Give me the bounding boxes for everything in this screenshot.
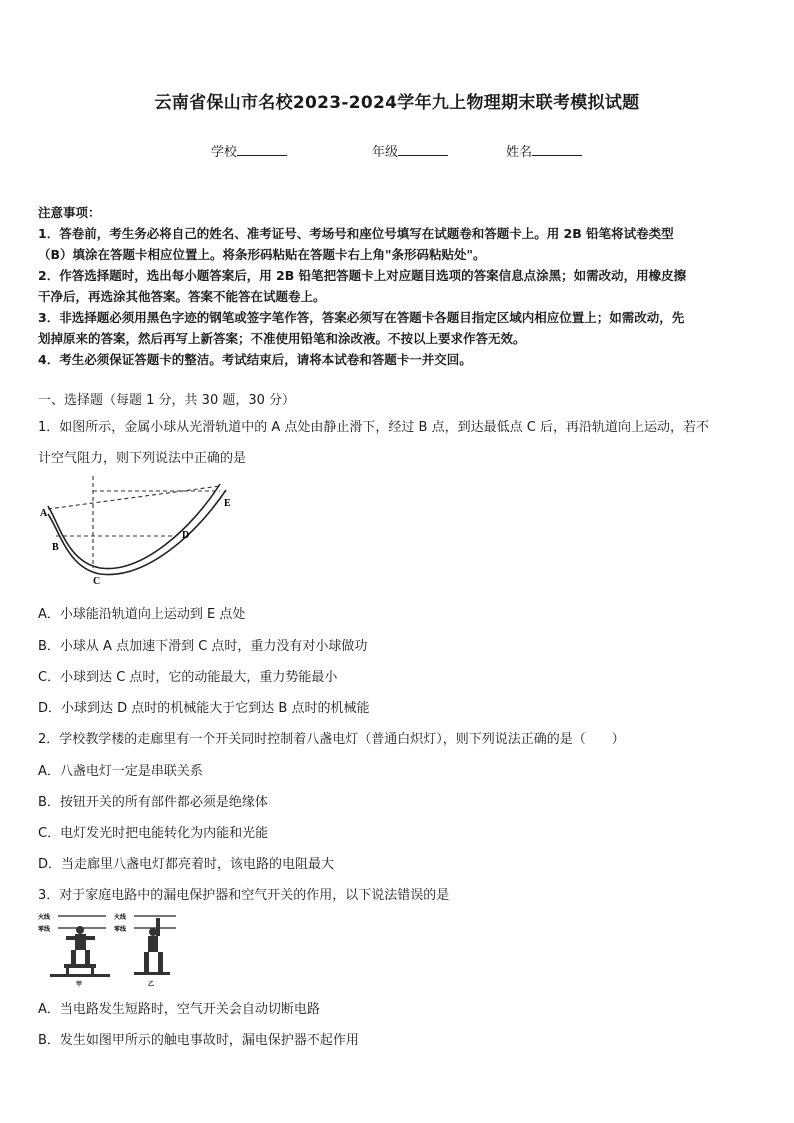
- label-live-wire-2: 火线: [114, 914, 127, 921]
- label-yi: 乙: [148, 981, 155, 988]
- school-field: [211, 141, 287, 160]
- notice-line: 4．考生必须保证答题卡的整洁。考试结束后，请将本试卷和答题卡一并交回。: [38, 352, 472, 367]
- q2-option-d: D．当走廊里八盏电灯都亮着时，该电路的电阻最大: [38, 857, 335, 872]
- label-a: A: [40, 508, 48, 519]
- grade-blank[interactable]: [398, 143, 448, 156]
- q3-option-b: B．发生如图甲所示的触电事故时，漏电保护器不起作用: [38, 1033, 359, 1048]
- grade-label: 年级: [372, 145, 399, 160]
- q2-option-c: C．电灯发光时把电能转化为内能和光能: [38, 826, 269, 841]
- label-live-wire-1: 火线: [38, 914, 51, 921]
- q1-stem-line1: 1．如图所示，金属小球从光滑轨道中的 A 点处由静止滑下，经过 B 点，到达最低点 C 后，再沿轨道向上运动，若不: [38, 420, 709, 435]
- name-blank[interactable]: [532, 143, 582, 156]
- label-jia: 甲: [76, 981, 83, 988]
- label-d: D: [182, 530, 190, 541]
- name-label: 姓名: [506, 145, 533, 160]
- notice-line: 2．作答选择题时，选出每小题答案后，用 2B 铅笔把答题卡上对应题目选项的答案信息点涂黑；如需改动，用橡皮擦: [38, 268, 687, 283]
- label-b: B: [52, 542, 59, 553]
- q3-option-a: A．当电路发生短路时，空气开关会自动切断电路: [38, 1002, 320, 1017]
- notice-line: 1．答卷前，考生务必将自己的姓名、准考证号、考场号和座位号填写在试题卷和答题卡上。用 2B 铅笔将试卷类型: [38, 226, 674, 241]
- notice-line: 3．非选择题必须用黑色字迹的钢笔或签字笔作答，答案必须写在答题卡各题目指定区域内相应位置上；如需改动，先: [38, 310, 685, 325]
- q2-option-b: B．按钮开关的所有部件都必须是绝缘体: [38, 795, 268, 810]
- notice-heading: 注意事项：: [38, 205, 101, 220]
- label-c: C: [93, 576, 101, 587]
- track-figure: [38, 476, 238, 588]
- grade-field: [372, 141, 448, 160]
- q1-option-c: C．小球到达 C 点时，它的动能最大，重力势能最小: [38, 670, 338, 685]
- notice-line: （B）填涂在答题卡相应位置上。将条形码粘贴在答题卡右上角"条形码粘贴处"。: [38, 247, 486, 262]
- label-neutral-wire-1: 零线: [38, 926, 51, 933]
- school-blank[interactable]: [237, 143, 287, 156]
- section-heading: 一、选择题（每题 1 分，共 30 题，30 分）: [38, 393, 296, 408]
- name-field: [506, 141, 582, 160]
- q3-stem: 3．对于家庭电路中的漏电保护器和空气开关的作用，以下说法错误的是: [38, 888, 450, 903]
- school-label: 学校: [211, 145, 238, 160]
- q2-stem: 2．学校教学楼的走廊里有一个开关同时控制着八盏电灯（普通白炽灯），则下列说法正确的是（ ）: [38, 732, 625, 747]
- label-neutral-wire-2: 零线: [114, 926, 127, 933]
- q1-option-b: B．小球从 A 点加速下滑到 C 点时，重力没有对小球做功: [38, 639, 368, 654]
- q2-option-a: A．八盏电灯一定是串联关系: [38, 764, 203, 779]
- label-e: E: [224, 498, 231, 509]
- q1-option-a: A．小球能沿轨道向上运动到 E 点处: [38, 607, 246, 622]
- notice-line: 干净后，再选涂其他答案。答案不能答在试题卷上。: [38, 289, 326, 304]
- q1-stem-line2: 计空气阻力，则下列说法中正确的是: [38, 451, 247, 466]
- q1-option-d: D．小球到达 D 点时的机械能大于它到达 B 点时的机械能: [38, 701, 370, 716]
- notice-line: 划掉原来的答案，然后再写上新答案；不准使用铅笔和涂改液。不按以上要求作答无效。: [38, 331, 526, 346]
- page-title: 云南省保山市名校2023-2024学年九上物理期末联考模拟试题: [154, 93, 640, 113]
- electric-shock-figure: [38, 908, 180, 988]
